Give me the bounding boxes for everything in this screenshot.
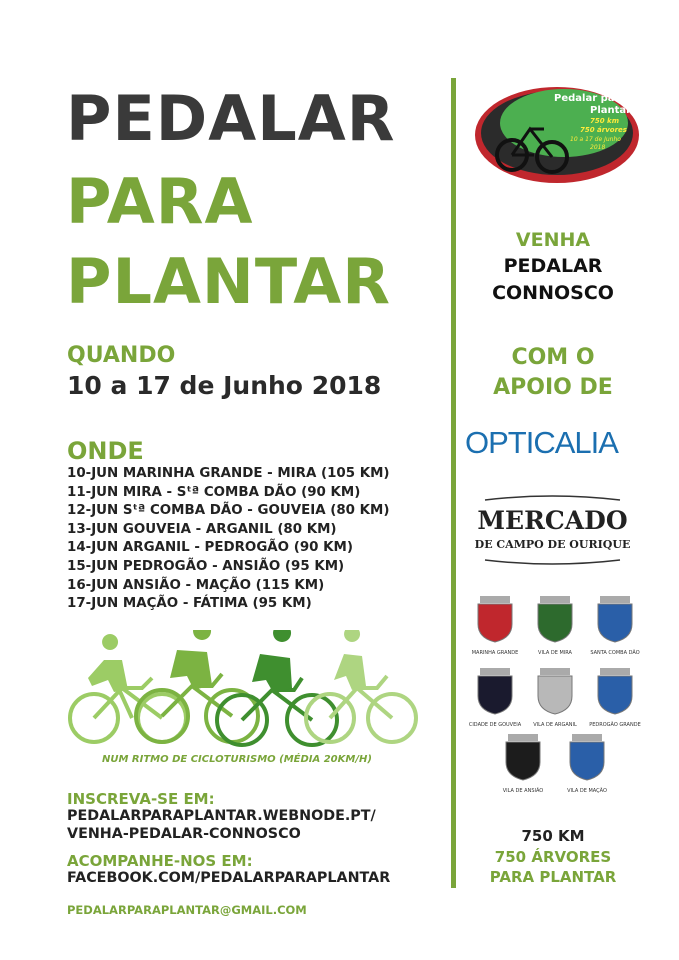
- quando-label: QUANDO: [67, 343, 176, 368]
- cyclists-illustration: [62, 630, 422, 750]
- quando-date: 10 a 17 de Junho 2018: [67, 371, 382, 400]
- crest-macao: [560, 732, 614, 800]
- route-item: 14-JUN ARGANIL - PEDROGÃO (90 KM): [67, 540, 353, 556]
- cyclist-1-body-icon: [88, 634, 128, 692]
- cyclist-3-body-icon: [252, 630, 292, 694]
- route-item: 17-JUN MAÇÃO - FÁTIMA (95 KM): [67, 596, 312, 612]
- crest-gouveia: [468, 666, 522, 734]
- venha-line-1: VENHA: [515, 229, 591, 251]
- route-list: [67, 465, 390, 614]
- svg-text:VILA DE MIRA: VILA DE MIRA: [538, 650, 572, 656]
- logo-line-6: 2018: [590, 144, 606, 151]
- crest-marinha-grande: [468, 594, 522, 662]
- svg-text:PEDROGÃO GRANDE: PEDROGÃO GRANDE: [589, 722, 641, 728]
- crest-arganil: [528, 666, 582, 734]
- acompanhe-label: ACOMPANHE-NOS EM:: [67, 852, 253, 870]
- totals-trees: 750 ÁRVORES: [494, 848, 612, 866]
- crest-pedrogao-grande: [588, 666, 642, 734]
- mercado-subtitle: DE CAMPO DE OURIQUE: [474, 538, 631, 551]
- logo-line-1: Pedalar para: [554, 93, 627, 104]
- venha-line-2: PEDALAR: [503, 255, 603, 277]
- crest-mira: [528, 594, 582, 662]
- title-line-2: PARA: [66, 165, 254, 238]
- logo-line-5: 10 a 17 de Junho: [570, 136, 621, 143]
- route-item: 16-JUN ANSIÃO - MAÇÃO (115 KM): [67, 577, 325, 593]
- route-item: 10-JUN MARINHA GRANDE - MIRA (105 KM): [67, 466, 390, 481]
- vertical-divider: [451, 78, 456, 888]
- venha-line-3: CONNOSCO: [492, 282, 614, 304]
- logo-line-2: Plantar: [590, 105, 632, 116]
- svg-text:SANTA COMBA DÃO: SANTA COMBA DÃO: [590, 650, 640, 656]
- event-logo: [472, 77, 642, 187]
- svg-text:MARINHA GRANDE: MARINHA GRANDE: [471, 650, 519, 656]
- cyclist-4-body-icon: [334, 630, 366, 690]
- email-link[interactable]: PEDALARPARAPLANTAR@GMAIL.COM: [67, 903, 307, 917]
- inscreva-label: INSCREVA-SE EM:: [67, 790, 215, 808]
- crest-ansiao: [496, 732, 550, 800]
- logo-line-3: 750 km: [590, 117, 619, 125]
- title-line-1: PEDALAR: [66, 82, 396, 155]
- inscreva-url-1[interactable]: PEDALARPARAPLANTAR.WEBNODE.PT/: [67, 808, 376, 824]
- inscreva-url-2[interactable]: VENHA-PEDALAR-CONNOSCO: [67, 826, 301, 842]
- mercado-logo: [465, 494, 640, 566]
- logo-line-4: 750 árvores: [580, 126, 627, 134]
- apoio-line-2: APOIO DE: [493, 375, 613, 400]
- svg-text:VILA DE MAÇÃO: VILA DE MAÇÃO: [567, 788, 607, 794]
- apoio-line-1: COM O: [511, 345, 595, 370]
- route-item: 15-JUN PEDROGÃO - ANSIÃO (95 KM): [67, 558, 345, 574]
- illustration-caption: NUM RITMO DE CICLOTURISMO (MÉDIA 20KM/H): [102, 754, 372, 765]
- onde-label: ONDE: [67, 437, 144, 465]
- crests-grid: [462, 594, 642, 794]
- cyclist-2-body-icon: [170, 630, 212, 690]
- crest-santa-comba-dao: [588, 594, 642, 662]
- route-item: 11-JUN MIRA - Sᵗª COMBA DÃO (90 KM): [67, 484, 361, 500]
- svg-text:CIDADE DE GOUVEIA: CIDADE DE GOUVEIA: [468, 722, 522, 728]
- svg-text:VILA DE ARGANIL: VILA DE ARGANIL: [533, 722, 577, 728]
- svg-text:VILA DE ANSIÃO: VILA DE ANSIÃO: [502, 788, 544, 794]
- title-line-3: PLANTAR: [66, 245, 392, 318]
- totals-km: 750 KM: [521, 827, 585, 845]
- mercado-title: MERCADO: [477, 506, 628, 535]
- totals-plant: PARA PLANTAR: [489, 868, 617, 886]
- opticalia-logo: OPTICALIA: [465, 425, 618, 460]
- facebook-url[interactable]: FACEBOOK.COM/PEDALARPARAPLANTAR: [67, 870, 391, 886]
- route-item: 12-JUN Sᵗª COMBA DÃO - GOUVEIA (80 KM): [67, 503, 390, 519]
- route-item: 13-JUN GOUVEIA - ARGANIL (80 KM): [67, 521, 337, 537]
